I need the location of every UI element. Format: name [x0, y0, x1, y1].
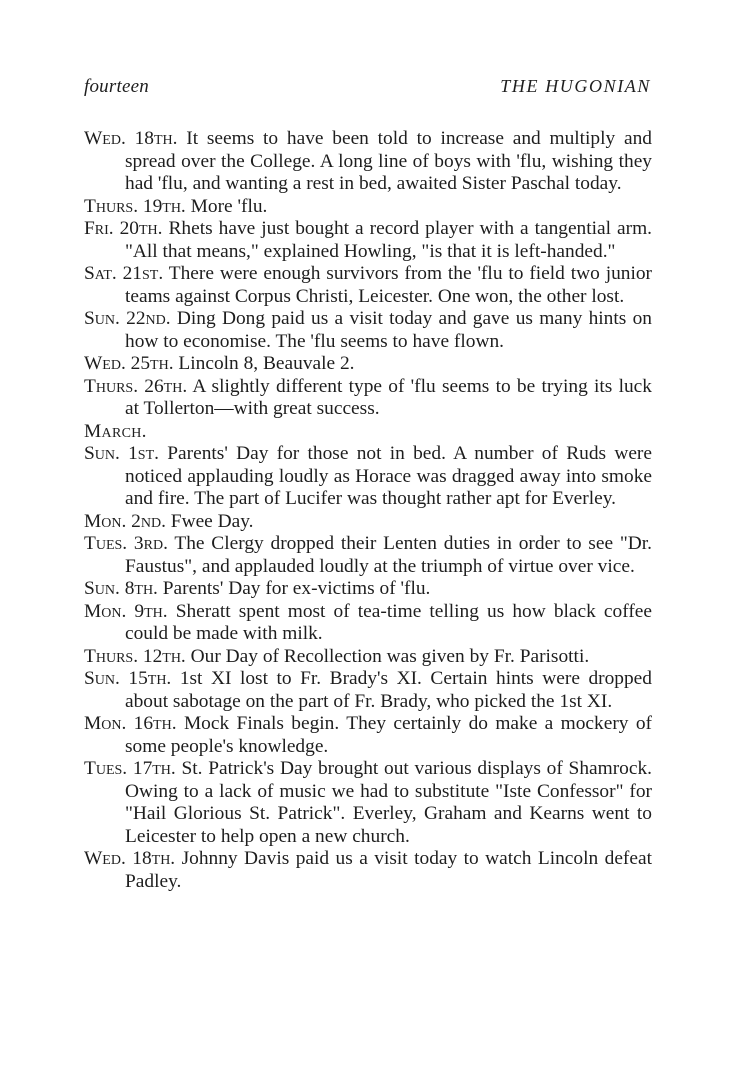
running-title: THE HUGONIAN [500, 76, 651, 96]
entry-text: Our Day of Recollection was given by Fr. Parisotti. [190, 645, 590, 667]
entry-date: Wed. 18th. [84, 128, 178, 149]
diary-entry [84, 533, 652, 578]
entry-date: Sun. 1st. [84, 443, 159, 464]
diary-entry [84, 511, 652, 534]
entry-text: Mock Finals begin. They certainly do make a mockery of some people's knowledge. [125, 713, 652, 757]
entry-date: Sun. 8th. [84, 578, 158, 599]
entry-date: Sun. 15th. [84, 668, 172, 689]
entry-text: Fwee Day. [170, 510, 254, 532]
page-header [84, 76, 651, 100]
entry-date: Sun. 22nd. [84, 308, 171, 329]
entry-date: Sat. 21st. [84, 263, 164, 284]
entry-text: Lincoln 8, Beauvale 2. [178, 353, 355, 374]
entry-date: Thurs. 19th. [84, 195, 186, 217]
entry-text: Johnny Davis paid us a visit today to watch Lincoln defeat Padley. [125, 848, 652, 892]
entry-text: Rhets have just bought a record player with a tangential arm. "All that means," explained Howling, "is that it is left-handed." [125, 218, 652, 262]
entry-text: Ding Dong paid us a visit today and gave us many hints on how to economise. The 'flu seems to have flown. [125, 308, 652, 352]
entry-text: Parents' Day for those not in bed. A number of Ruds were noticed applauding loudly as Horace was dragged away into smoke and fire. The part of Lucifer was thought rather apt for Everley. [125, 443, 652, 509]
entry-text: A slightly different type of 'flu seems to be trying its luck at Tollerton—with great success. [125, 375, 652, 419]
entry-date: Tues. 17th. [84, 758, 176, 779]
diary-entry [84, 263, 652, 308]
entry-date: Mon. 2nd. [84, 510, 166, 532]
entry-date: Tues. 3rd. [84, 533, 168, 554]
diary-entry [84, 196, 652, 219]
entry-date: Mon. 9th. [84, 600, 168, 622]
entry-date: Thurs. 12th. [84, 645, 186, 667]
entry-text: St. Patrick's Day brought out various displays of Shamrock. Owing to a lack of music we had to substitute "Iste Confessor" for "Hail Glorious St. Patrick". Everley, Graham and Kearns went to Leicester to help open a new church. [125, 758, 652, 847]
entry-text: The Clergy dropped their Lenten duties in order to see "Dr. Faustus", and applauded loudly at the triumph of virtue over vice. [125, 533, 652, 577]
diary-entry [84, 601, 652, 646]
page-number: fourteen [84, 76, 149, 97]
diary-entry [84, 668, 652, 713]
entry-text: There were enough survivors from the 'flu to field two junior teams against Corpus Christi, Leicester. One won, the other lost. [125, 263, 653, 307]
month-heading: March. [84, 420, 147, 442]
entry-text: 1st XI lost to Fr. Brady's XI. Certain hints were dropped about sabotage on the part of Fr. Brady, who picked the 1st XI. [125, 668, 652, 712]
entry-date: Wed. 25th. [84, 353, 174, 374]
diary-entries [84, 128, 652, 893]
diary-entry [84, 758, 652, 848]
entry-text: Sheratt spent most of tea-time telling us how black coffee could be made with milk. [125, 600, 652, 644]
diary-entry [84, 376, 652, 421]
diary-entry [84, 218, 652, 263]
diary-entry [84, 353, 652, 376]
diary-entry [84, 308, 652, 353]
entry-date: Thurs. 26th. [84, 375, 188, 397]
diary-entry [84, 713, 652, 758]
diary-entry [84, 578, 652, 601]
entry-date: Wed. 18th. [84, 848, 176, 869]
entry-text: It seems to have been told to increase and multiply and spread over the College. A long line of boys with 'flu, wishing they had 'flu, and wanting a rest in bed, awaited Sister Paschal today. [125, 128, 652, 194]
diary-entry [84, 128, 652, 196]
entry-date: Fri. 20th. [84, 218, 163, 239]
diary-entry [84, 848, 652, 893]
entry-date: Mon. 16th. [84, 713, 177, 734]
entry-text: More 'flu. [190, 195, 268, 217]
diary-entry [84, 443, 652, 511]
diary-entry [84, 646, 652, 669]
entry-text: Parents' Day for ex-victims of 'flu. [162, 578, 431, 599]
